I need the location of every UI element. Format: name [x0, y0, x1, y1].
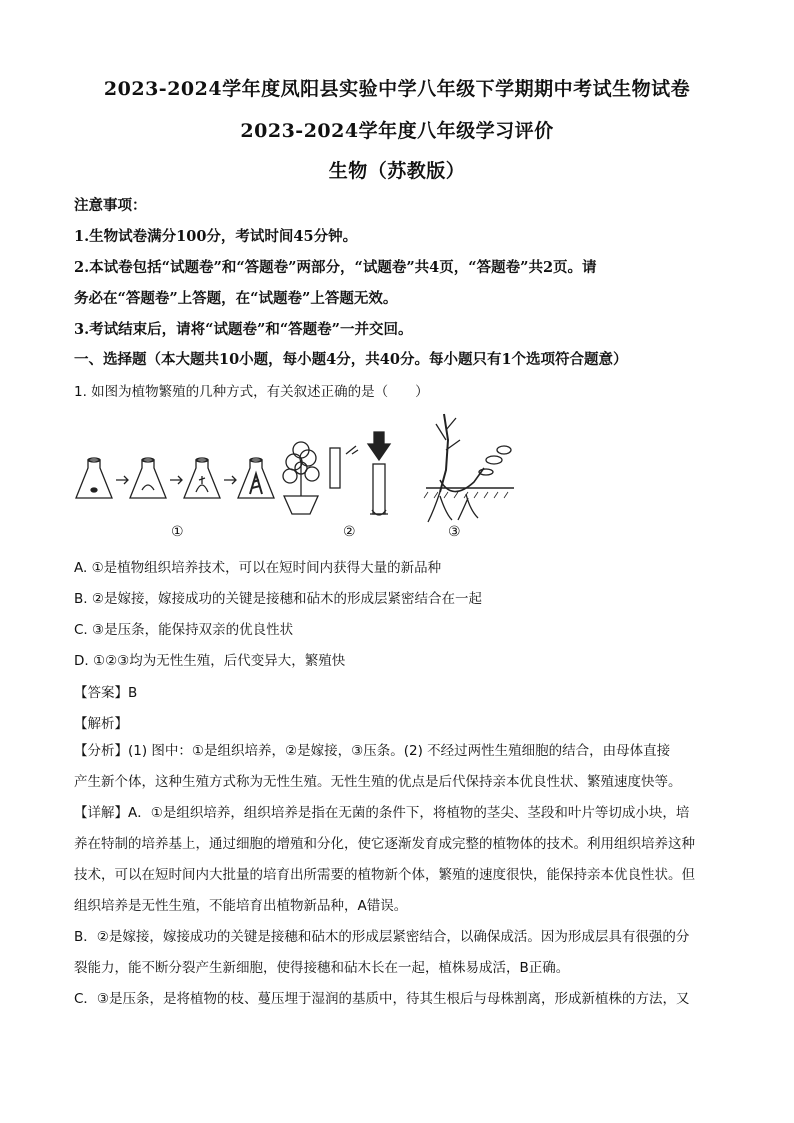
- figure-label-3: ③: [448, 524, 461, 540]
- figure-label-1: ①: [171, 524, 184, 540]
- exam-title: 2023-2024学年度凤阳县实验中学八年级下学期期中考试生物试卷: [103, 78, 691, 100]
- analysis-line: 产生新个体，这种生殖方式称为无性生殖。无性生殖的优点是后代保持亲本优良性状、繁殖速度快等。: [74, 774, 682, 790]
- option-a: A. ①是植物组织培养技术，可以在短时间内获得大量的新品种: [74, 560, 442, 576]
- culture-flask-1: [76, 458, 112, 498]
- analysis-paragraph: [74, 736, 724, 798]
- detail-line: 技术，可以在短时间内大批量的培育出所需要的植物新个体，繁殖的速度很快，能保持亲本优良性状。但: [74, 867, 695, 883]
- option-c: C. ③是压条，能保持双亲的优良性状: [74, 622, 294, 638]
- option-d: D. ①②③均为无性生殖，后代变异大，繁殖快: [74, 653, 346, 669]
- analysis-heading: 【解析】: [74, 716, 128, 732]
- notice-item: 务必在“答题卷”上答题，在“试题卷”上答题无效。: [74, 290, 398, 307]
- answer: 【答案】B: [74, 685, 138, 701]
- analysis-line: 【分析】(1) 图中：①是组织培养，②是嫁接，③压条。(2) 不经过两性生殖细胞的结合，由母体直接: [74, 743, 671, 759]
- potted-plant: [283, 442, 319, 514]
- detail-line: B．②是嫁接，嫁接成功的关键是接穗和砧木的形成层紧密结合，以确保成活。因为形成层具有很强的分: [74, 929, 690, 945]
- notice-heading: 注意事项：: [74, 197, 147, 214]
- propagation-figure: [74, 410, 534, 545]
- detail-line: 裂能力，能不断分裂产生新细胞，使得接穗和砧木长在一起，植株易成活，B正确。: [74, 960, 570, 976]
- grafting-parts: [330, 432, 390, 515]
- option-b: B. ②是嫁接，嫁接成功的关键是接穗和砧木的形成层紧密结合在一起: [74, 591, 482, 607]
- notice-item: 1.生物试卷满分100分，考试时间45分钟。: [74, 228, 358, 245]
- culture-flask-4: [238, 458, 274, 498]
- detail-paragraph: [74, 798, 724, 1015]
- section-heading: 一、选择题（本大题共10小题，每小题4分，共40分。每小题只有1个选项符合题意）: [74, 351, 628, 368]
- detail-line: 养在特制的培养基上，通过细胞的增殖和分化，使它逐渐发育成完整的植物体的技术。利用组织培养这种: [74, 836, 695, 852]
- exam-subject: 生物（苏教版）: [328, 160, 466, 182]
- notice-item: 2.本试卷包括“试题卷”和“答题卷”两部分，“试题卷”共4页，“答题卷”共2页。请: [74, 259, 597, 276]
- notice-item: 3.考试结束后，请将“试题卷”和“答题卷”一并交回。: [74, 321, 413, 338]
- exam-subtitle: 2023-2024学年度八年级学习评价: [240, 120, 554, 142]
- culture-flask-3: [184, 458, 220, 498]
- propagation-illustration: [74, 410, 534, 545]
- question-stem: 1. 如图为植物繁殖的几种方式，有关叙述正确的是（ ）: [74, 384, 429, 400]
- detail-line: 组织培养是无性生殖，不能培育出植物新品种，A错误。: [74, 898, 408, 914]
- figure-label-2: ②: [343, 524, 356, 540]
- layering-plant: [424, 414, 514, 522]
- culture-flask-2: [130, 458, 166, 498]
- detail-line: 【详解】A．①是组织培养，组织培养是指在无菌的条件下，将植物的茎尖、茎段和叶片等切成小块，培: [74, 805, 690, 821]
- detail-line: C．③是压条，是将植物的枝、蔓压埋于湿润的基质中，待其生根后与母株割离，形成新植株的方法，又: [74, 991, 690, 1007]
